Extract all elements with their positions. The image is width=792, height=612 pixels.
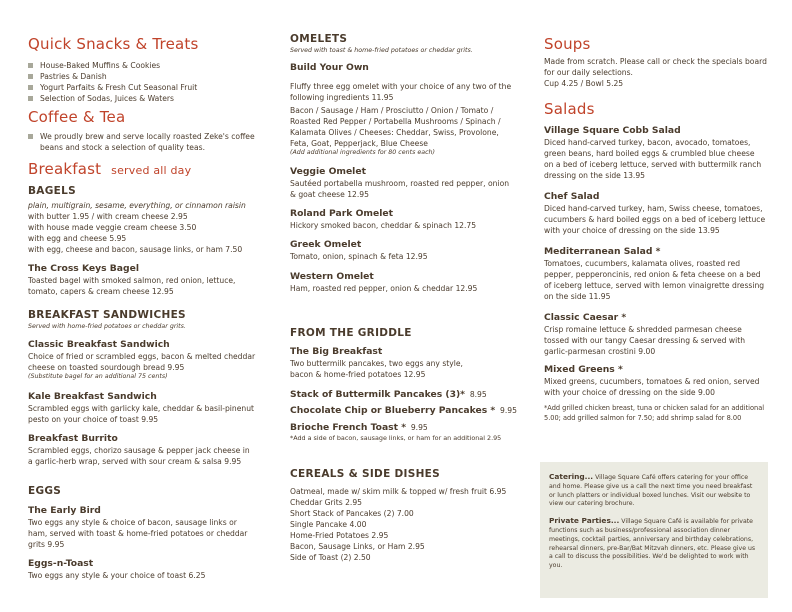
breakfast-title bbox=[28, 160, 263, 178]
chef-salad-desc: Diced hand-carved turkey, ham, Swiss cheese, tomatoes, cucumbers & hard boiled eggs on a bed of iceberg lettuce with your choice of dressing on the side 13.95 bbox=[544, 204, 766, 236]
list-item: Cheddar Grits 2.95 bbox=[290, 497, 362, 507]
soups-title: Soups bbox=[544, 35, 591, 53]
med-salad-name: Mediterranean Salad * bbox=[544, 246, 661, 257]
square-bullet-icon bbox=[28, 134, 33, 139]
salads-title: Salads bbox=[544, 100, 595, 118]
salads-note: *Add grilled chicken breast, tuna or chicken salad for an additional 5.00; add grilled salmon for 7.50; add shrimp salad for 8.00 bbox=[544, 404, 765, 422]
list-item: Oatmeal, made w/ skim milk & topped w/ fresh fruit 6.95 bbox=[290, 486, 507, 496]
stack-pancakes-price: 8.95 bbox=[469, 390, 487, 399]
bagel-line: with egg and cheese 5.95 bbox=[28, 233, 127, 243]
list-item: Selection of Sodas, Juices & Waters bbox=[28, 93, 263, 104]
breakfast-title-text: Breakfast bbox=[28, 160, 102, 178]
list-item: House-Baked Muffins & Cookies bbox=[28, 60, 263, 71]
kale-sandwich-desc: Scrambled eggs with garlicky kale, cheddar & basil-pinenut pesto on your choice of toast 9.95 bbox=[28, 404, 254, 425]
stack-pancakes bbox=[290, 389, 530, 401]
coffee-tea-desc: We proudly brew and serve locally roasted Zeke's coffee beans and stock a selection of quality teas. bbox=[28, 131, 263, 153]
square-bullet-icon bbox=[28, 96, 33, 101]
list-item: Single Pancake 4.00 bbox=[290, 519, 367, 529]
soups-price: Cup 4.25 / Bowl 5.25 bbox=[544, 79, 624, 88]
brioche-toast-name: Brioche French Toast * bbox=[290, 422, 407, 433]
kale-sandwich-name: Kale Breakfast Sandwich bbox=[28, 391, 157, 402]
med-salad-desc: Tomatoes, cucumbers, kalamata olives, roasted red pepper, pepperoncinis, red onion & feta cheese on a bed of iceberg lettuce, served with lemon vinaigrette dressing on the side 11.95 bbox=[544, 259, 765, 302]
square-bullet-icon bbox=[28, 63, 33, 68]
roland-park-omelet-name: Roland Park Omelet bbox=[290, 208, 393, 219]
brioche-toast-price: 9.95 bbox=[410, 423, 428, 432]
breakfast-subtitle: served all day bbox=[111, 164, 192, 177]
bagels-heading: BAGELS bbox=[28, 185, 76, 197]
burrito-desc: Scrambled eggs, chorizo sausage & pepper jack cheese in a garlic-herb wrap, served with sour cream & salsa 9.95 bbox=[28, 446, 250, 467]
mixed-greens-desc: Mixed greens, cucumbers, tomatoes & red onion, served with your choice of dressing on the side 9.00 bbox=[544, 377, 760, 398]
omelets-heading: OMELETS bbox=[290, 33, 348, 45]
veggie-omelet-desc: Sautéed portabella mushroom, roasted red pepper, onion & goat cheese 12.95 bbox=[290, 179, 510, 200]
cobb-salad-desc: Diced hand-carved turkey, bacon, avocado, tomatoes, green beans, hard boiled eggs & crumbled blue cheese on a bed of iceberg lettuce, served with buttermilk ranch dressing on the side 13.95 bbox=[544, 138, 762, 181]
bagel-line: with butter 1.95 / with cream cheese 2.95 bbox=[28, 211, 188, 221]
bagel-line: with egg, cheese and bacon, sausage links, or ham 7.50 bbox=[28, 244, 243, 254]
cross-keys-name: The Cross Keys Bagel bbox=[28, 263, 139, 274]
greek-omelet-desc: Tomato, onion, spinach & feta 12.95 bbox=[290, 252, 428, 262]
western-omelet-name: Western Omelet bbox=[290, 271, 374, 282]
quick-snacks-title: Quick Snacks & Treats bbox=[28, 35, 199, 53]
griddle-heading: FROM THE GRIDDLE bbox=[290, 327, 412, 339]
choc-pancakes bbox=[290, 405, 530, 417]
list-item: Yogurt Parfaits & Fresh Cut Seasonal Fruit bbox=[28, 82, 263, 93]
veggie-omelet-name: Veggie Omelet bbox=[290, 166, 366, 177]
classic-sandwich-name: Classic Breakfast Sandwich bbox=[28, 339, 170, 350]
caesar-salad-desc: Crisp romaine lettuce & shredded parmesan cheese tossed with our tangy Caesar dressing & served with garlic-parmesan crostini 9.00 bbox=[544, 325, 746, 357]
early-bird-desc: Two eggs any style & choice of bacon, sausage links or ham, served with toast & home-fried potatoes or cheddar grits 9.95 bbox=[28, 518, 248, 550]
big-breakfast-name: The Big Breakfast bbox=[290, 346, 383, 357]
list-item: Home-Fried Potatoes 2.95 bbox=[290, 530, 389, 540]
eggs-n-toast-name: Eggs-n-Toast bbox=[28, 558, 94, 569]
catering-text bbox=[549, 472, 760, 509]
chef-salad-name: Chef Salad bbox=[544, 191, 600, 202]
cross-keys-desc: Toasted bagel with smoked salmon, red onion, lettuce, tomato, capers & cream cheese 12.95 bbox=[28, 276, 236, 297]
coffee-tea-title: Coffee & Tea bbox=[28, 108, 126, 126]
byo-omelet-ingredients: Bacon / Sausage / Ham / Prosciutto / Onion / Tomato / Roasted Red Pepper / Portabella Mushrooms / Spinach / Kalamata Olives / Cheeses: Cheddar, Swiss, Provolone, Feta, Goat, Pepperjack, Blue Cheese bbox=[290, 106, 501, 149]
bagel-line: with house made veggie cream cheese 3.50 bbox=[28, 222, 197, 232]
caesar-salad-name: Classic Caesar * bbox=[544, 312, 627, 323]
classic-sandwich-desc: Choice of fried or scrambled eggs, bacon & melted cheddar cheese on toasted sourdough bread 9.95 bbox=[28, 352, 256, 373]
greek-omelet-name: Greek Omelet bbox=[290, 239, 362, 250]
list-item: Short Stack of Pancakes (2) 7.00 bbox=[290, 508, 414, 518]
catering-title: Catering... bbox=[549, 472, 594, 481]
square-bullet-icon bbox=[28, 74, 33, 79]
cereals-heading: CEREALS & SIDE DISHES bbox=[290, 468, 441, 480]
mixed-greens-name: Mixed Greens * bbox=[544, 364, 623, 375]
cereals-list bbox=[290, 486, 530, 563]
soups-desc: Made from scratch. Please call or check the specials board for our daily selections. bbox=[544, 57, 767, 77]
byo-omelet-desc: Fluffy three egg omelet with your choice of any two of the following ingredients 11.95 bbox=[290, 82, 512, 103]
cobb-salad-name: Village Square Cobb Salad bbox=[544, 125, 681, 136]
parties-text bbox=[549, 516, 760, 571]
big-breakfast-desc: Two buttermilk pancakes, two eggs any style, bacon & home-fried potatoes 12.95 bbox=[290, 359, 463, 380]
stack-pancakes-name: Stack of Buttermilk Pancakes (3)* bbox=[290, 389, 465, 400]
griddle-note: *Add a side of bacon, sausage links, or ham for an additional 2.95 bbox=[290, 434, 502, 443]
eggs-heading: EGGS bbox=[28, 485, 62, 497]
parties-title: Private Parties... bbox=[549, 516, 620, 526]
burrito-name: Breakfast Burrito bbox=[28, 433, 118, 444]
brioche-toast bbox=[290, 422, 530, 434]
catering-callout bbox=[540, 462, 768, 598]
eggs-n-toast-desc: Two eggs any style & your choice of toast 6.25 bbox=[28, 571, 206, 581]
classic-sandwich-note: (Substitute bagel for an additional 75 cents) bbox=[28, 373, 168, 381]
roland-park-omelet-desc: Hickory smoked bacon, cheddar & spinach 12.75 bbox=[290, 221, 477, 231]
sandwiches-heading: BREAKFAST SANDWICHES bbox=[28, 309, 186, 321]
sandwiches-note: Served with home-fried potatoes or cheddar grits. bbox=[28, 322, 186, 330]
byo-omelet-name: Build Your Own bbox=[290, 62, 369, 73]
byo-omelet-note: (Add additional ingredients for 80 cents each) bbox=[290, 149, 435, 157]
early-bird-name: The Early Bird bbox=[28, 505, 101, 516]
choc-pancakes-price: 9.95 bbox=[500, 406, 517, 415]
list-item: Pastries & Danish bbox=[28, 71, 263, 82]
list-item: Side of Toast (2) 2.50 bbox=[290, 552, 371, 562]
coffee-tea-list bbox=[28, 131, 263, 153]
catering-body: Village Square Café offers catering for your office and home. Please give us a call the next time you need breakfast or lunch platters or individual boxed lunches. Visit our website to view our catering brochure. bbox=[549, 474, 753, 508]
square-bullet-icon bbox=[28, 85, 33, 90]
omelets-note: Served with toast & home-fried potatoes or cheddar grits. bbox=[290, 46, 473, 54]
bagel-varieties: plain, multigrain, sesame, everything, or cinnamon raisin bbox=[28, 200, 246, 210]
choc-pancakes-name: Chocolate Chip or Blueberry Pancakes * bbox=[290, 405, 496, 416]
parties-body: Village Square Café is available for private functions such as business/professional association dinner meetings, cocktail parties, anniversary and birthday celebrations, rehearsal dinners, pre-Bar/Bat Mitzvah dinners, etc. Please give us a call to discuss the possibilities. We'd be delighted to work with you. bbox=[549, 518, 756, 570]
list-item: Bacon, Sausage Links, or Ham 2.95 bbox=[290, 541, 425, 551]
quick-snacks-list bbox=[28, 60, 263, 104]
western-omelet-desc: Ham, roasted red pepper, onion & cheddar 12.95 bbox=[290, 284, 478, 294]
